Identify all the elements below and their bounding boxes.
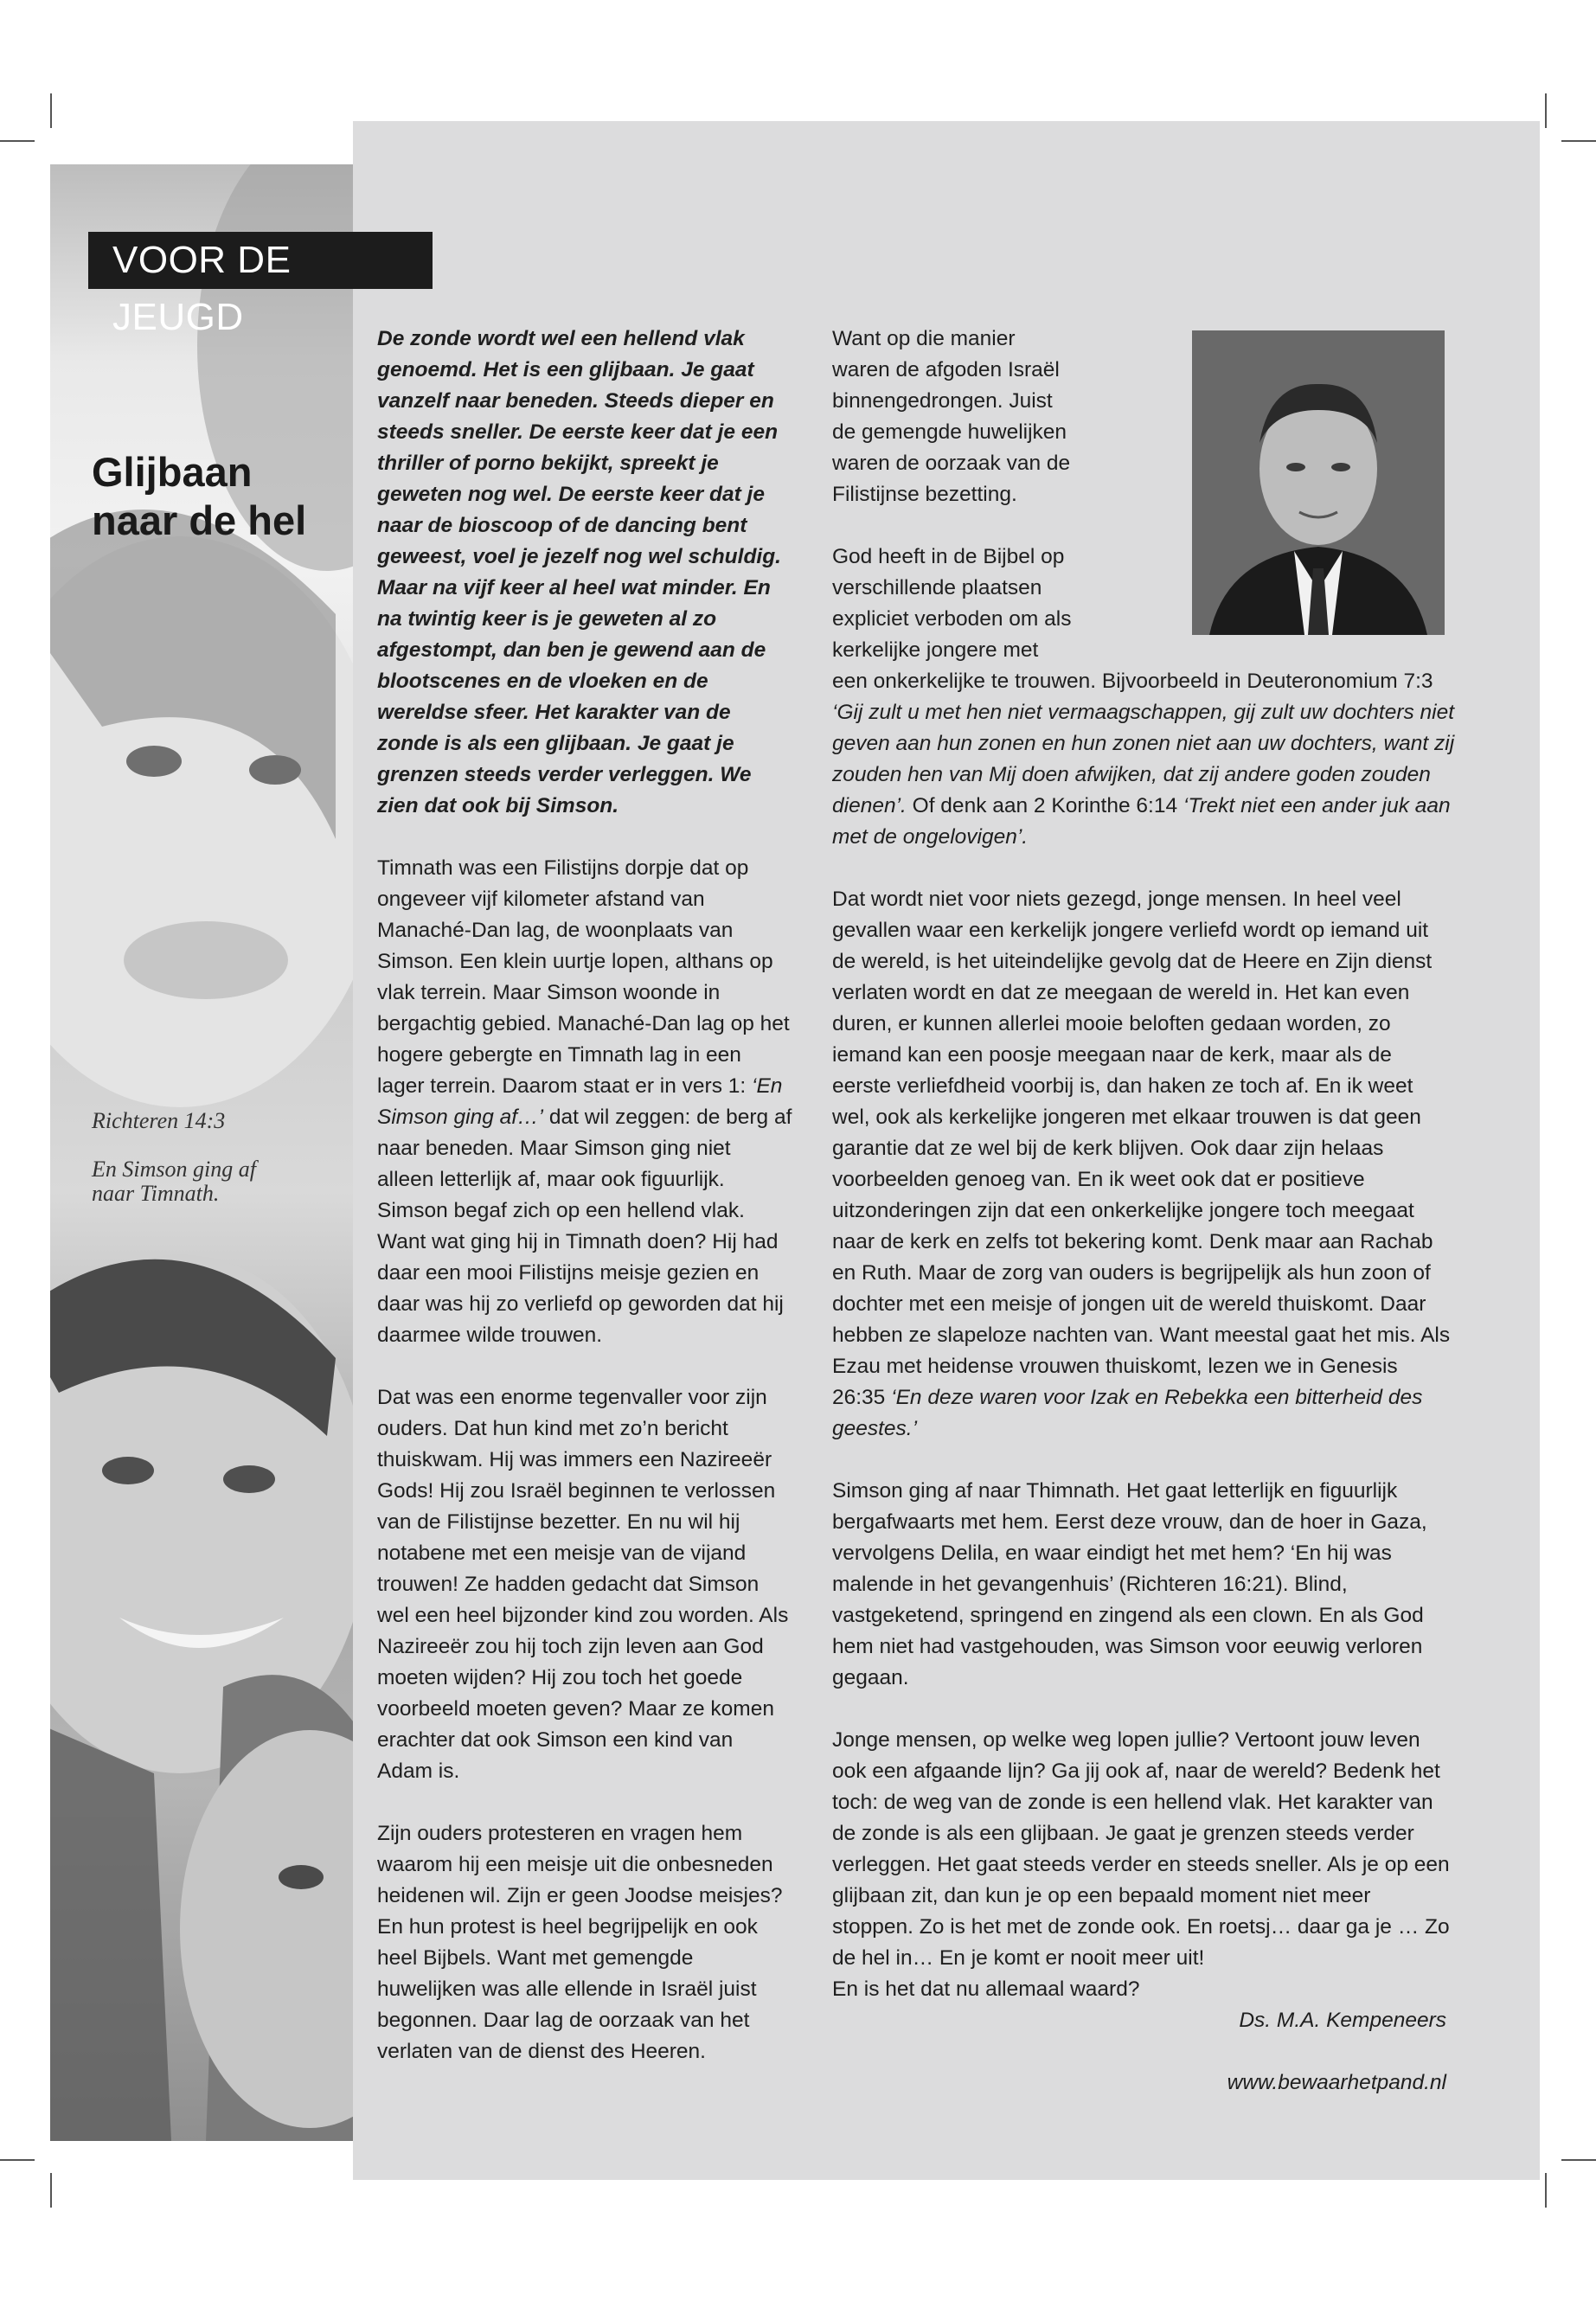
- body-text: En is het dat nu allemaal waard?: [832, 1977, 1140, 2001]
- section-header: VOOR DE JEUGD: [88, 232, 433, 289]
- body-text: Of denk aan 2 Korinthe 6:14: [912, 794, 1178, 817]
- scripture-quote: [92, 1109, 299, 1230]
- bible-quote: ‘Gij zult u met hen niet vermaagschappen, gij zult uw dochters niet geven aan hun zonen en hun zonen niet aan uw dochters, want zij zouden hen van Mij doen afwijken, dat zij andere goden zouden dienen’.: [832, 701, 1455, 817]
- intro-paragraph: De zonde wordt wel een hellend vlak genoemd. Het is een glijbaan. Je gaat vanzelf naar beneden. Steeds dieper en steeds sneller. De eerste keer dat je een thriller of porno bekijkt, spreekt je geweten nog wel. De eerste keer dat je naar de bioscoop of de dancing bent geweest, voel je jezelf nog wel schuldig. Maar na vijf keer al heel wat minder. En na twintig keer is je geweten al zo afgestompt, dan ben je gewend aan de blootscenes en de vloeken en de wereldse sfeer. Het karakter van de zonde is als een glijbaan. Je gaat je grenzen steeds verder verleggen. We zien dat ook bij Simson.: [377, 327, 781, 817]
- body-text: Dat wordt niet voor niets gezegd, jonge mensen. In heel veel gevallen waar een kerkelijk jongere verliefd wordt op iemand uit de wereld, is het uiteindelijke gevolg dat de Heere en Zijn dienst verlaten wordt en dat ze meegaan de wereld in. Het kan even duren, er kunnen allerlei mooie beloften gedaan worden, zo iemand kan een poosje meegaan naar de kerk, maar als de eerste verliefdheid voorbij is, dan haken ze toch af. En ik weet wel, ook als kerkelijke jongeren met elkaar trouwen is dat geen garantie dat ze wel bij de kerk blijven. Ook daar zijn helaas voorbeelden genoeg van. En ik weet ook dat er positieve uitzonderingen zijn dat een onkerkelijke jongere toch meegaat naar de kerk en zelfs tot bekering komt. Denk maar aan Rachab en Ruth. Maar de zorg van ouders is begrijpelijk als hun zoon of dochter met een meisje of jongen uit de wereld thuiskomt. Daar hebben ze slapeloze nachten van. Want meestal gaat het mis. Als Ezau met heidense vrouwen thuiskomt, lezen we in Genesis 26:35: [832, 888, 1451, 1409]
- bible-quote: ‘En deze waren voor Izak en Rebekka een bitterheid des geestes.’: [832, 1386, 1423, 1440]
- body-paragraph: [832, 1725, 1455, 2005]
- author-website: www.bewaarhetpand.nl: [1227, 2071, 1446, 2094]
- article-column-1: [377, 324, 792, 2099]
- body-text: dat wil zeggen: de berg af naar beneden. Maar Simson ging niet alleen letterlijk af, maar ook figuurlijk. Simson begaf zich op een hellend vlak. Want wat ging hij in Timnath doen? Hij had daar een mooi Filistijns meisje gezien en daar was hij zo verliefd op geworden dat hij daarmee wilde trouwen.: [377, 1106, 792, 1347]
- crop-mark: [1561, 140, 1596, 142]
- crop-mark: [0, 140, 35, 142]
- crop-mark: [1545, 93, 1547, 128]
- crop-mark: [1561, 2159, 1596, 2161]
- body-paragraph: Dat was een enorme tegenvaller voor zijn ouders. Dat hun kind met zo’n bericht thuiskwam. Hij was immers een Nazireeër Gods! Hij zou Israël beginnen te verlossen van de Filistijnse bezetter. En nu wil hij notabene met een meisje van de vijand trouwen! Ze hadden gedacht dat Simson wel een heel bijzonder kind zou worden. Als Nazireeër zou hij toch zijn leven aan God moeten wijden? Hij zou toch het goede voorbeeld moeten geven? Maar ze komen erachter dat ook Simson een kind van Adam is.: [377, 1386, 789, 1783]
- body-paragraph: Zijn ouders protesteren en vragen hem waarom hij een meisje uit die onbesneden heidenen wil. Zijn er geen Joodse meisjes? En hun protest is heel begrijpelijk en ook heel Bijbels. Want met gemengde huwelijken was alle ellende in Israël juist begonnen. Daar lag de oorzaak van het verlaten van de dienst des Heeren.: [377, 1822, 783, 2063]
- author-signature: Ds. M.A. Kempeneers: [1239, 2009, 1446, 2032]
- scripture-text: En Simson ging af naar Timnath.: [92, 1157, 256, 1206]
- body-paragraph: [377, 853, 792, 1351]
- body-text: Timnath was een Filistijns dorpje dat op ongeveer vijf kilometer afstand van Manaché-Dan lag, de woonplaats van Simson. Een klein uurtje lopen, althans op vlak terrein. Maar Simson woonde in bergachtig gebied. Manaché-Dan lag op het hogere gebergte en Timnath lag in een lager terrein. Daarom staat er in vers 1:: [377, 856, 790, 1098]
- portrait-float-spacer: [1078, 324, 1455, 645]
- article-column-2: [832, 324, 1455, 2130]
- article-title-line: Glijbaan: [92, 449, 253, 495]
- body-paragraph: Simson ging af naar Thimnath. Het gaat letterlijk en figuurlijk bergafwaarts met hem. Eerst deze vrouw, dan de hoer in Gaza, vervolgens Delila, en waar eindigt het met hem? ‘En hij was malende in het gevangenhuis’ (Richteren 16:21). Blind, vastgeketend, springend en zingend als een clown. En als God hem niet had vastgehouden, was Simson voor eeuwig verloren gegaan.: [832, 1479, 1427, 1689]
- article-title-line: naar de hel: [92, 497, 307, 543]
- crop-mark: [1545, 2173, 1547, 2208]
- scripture-reference: Richteren 14:3: [92, 1108, 226, 1133]
- article-title: [92, 448, 317, 545]
- body-paragraph: Want op die manier waren de afgoden Israël binnengedrongen. Juist de gemengde huwelijken waren de oorzaak van de Filistijnse bezetting.: [832, 327, 1071, 506]
- crop-mark: [0, 2159, 35, 2161]
- bible-quote: ‘Trekt niet een ander juk aan met de ongelovigen’.: [832, 794, 1451, 849]
- bible-quote: ‘En Simson ging af…’: [377, 1074, 783, 1129]
- body-paragraph: [832, 884, 1455, 1445]
- body-text: Jonge mensen, op welke weg lopen jullie? Vertoont jouw leven ook een afgaande lijn? Ga jij ook af, naar de wereld? Bedenk het toch: de weg van de zonde is een hellend vlak. Het karakter van de zonde is als een glijbaan. Je gaat je grenzen steeds verder verleggen. Het gaat steeds verder en steeds sneller. Als je op een glijbaan zit, dan kun je op een bepaald moment niet meer stoppen. Zo is het met de zonde ook. En roetsj… daar ga je … Zo de hel in… En je komt er nooit meer uit!: [832, 1728, 1450, 1970]
- crop-mark: [50, 2173, 52, 2208]
- crop-mark: [50, 93, 52, 128]
- body-text: God heeft in de Bijbel op verschillende plaatsen expliciet verboden om als kerkelijke jongere met een onkerkelijke te trouwen. Bijvoorbeeld in Deuteronomium 7:3: [832, 545, 1433, 693]
